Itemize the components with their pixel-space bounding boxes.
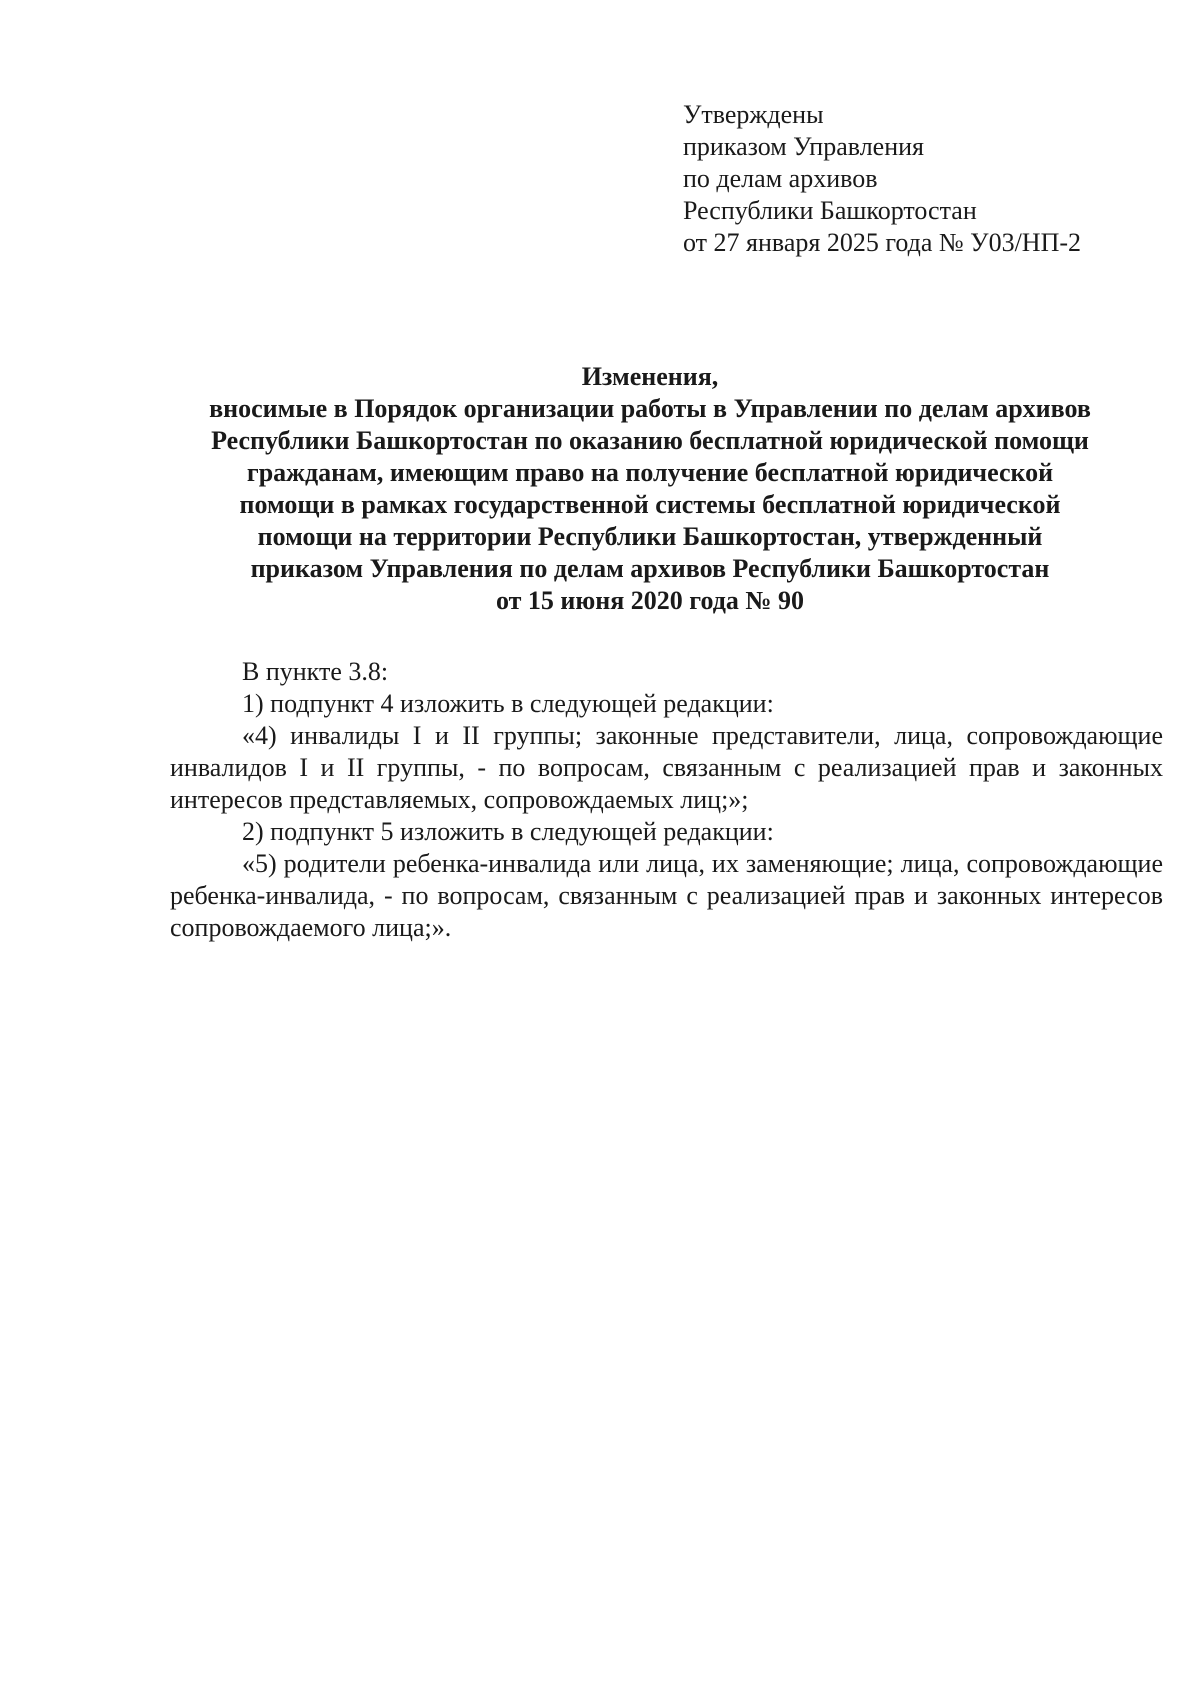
title-line: приказом Управления по делам архивов Республики Башкортостан bbox=[250, 554, 1050, 583]
approval-stamp bbox=[683, 99, 1153, 259]
body-paragraph: «5) родители ребенка-инвалида или лица, их заменяющие; лица, сопровождающие ребенка-инвалида, - по вопросам, связанным с реализацией прав и законных интересов сопровождаемого лица;». bbox=[170, 849, 1163, 942]
body-paragraph: В пункте 3.8: bbox=[242, 657, 389, 686]
approval-line: Республики Башкортостан bbox=[683, 196, 977, 225]
body-paragraph: 2) подпункт 5 изложить в следующей редакции: bbox=[242, 817, 774, 846]
title-line: Изменения, bbox=[581, 362, 719, 391]
body-paragraph: «4) инвалиды I и II группы; законные представители, лица, сопровождающие инвалидов I и II группы, - по вопросам, связанным с реализацией прав и законных интересов представляемых, сопровождаемых лиц;»; bbox=[170, 721, 1163, 814]
title-line: от 15 июня 2020 года № 90 bbox=[495, 586, 804, 615]
title-line: помощи в рамках государственной системы бесплатной юридической bbox=[239, 490, 1061, 519]
document-title bbox=[150, 361, 1150, 617]
approval-line: по делам архивов bbox=[683, 164, 878, 193]
approval-line: Утверждены bbox=[683, 100, 824, 129]
title-line: помощи на территории Республики Башкортостан, утвержденный bbox=[257, 522, 1043, 551]
approval-line: от 27 января 2025 года № У03/НП-2 bbox=[683, 228, 1082, 257]
title-line: Республики Башкортостан по оказанию бесплатной юридической помощи bbox=[211, 426, 1089, 455]
approval-line: приказом Управления bbox=[683, 132, 924, 161]
title-line: вносимые в Порядок организации работы в Управлении по делам архивов bbox=[209, 394, 1091, 423]
title-line: гражданам, имеющим право на получение бесплатной юридической bbox=[246, 458, 1054, 487]
body-paragraph: 1) подпункт 4 изложить в следующей редакции: bbox=[242, 689, 774, 718]
document-body bbox=[170, 656, 1163, 944]
